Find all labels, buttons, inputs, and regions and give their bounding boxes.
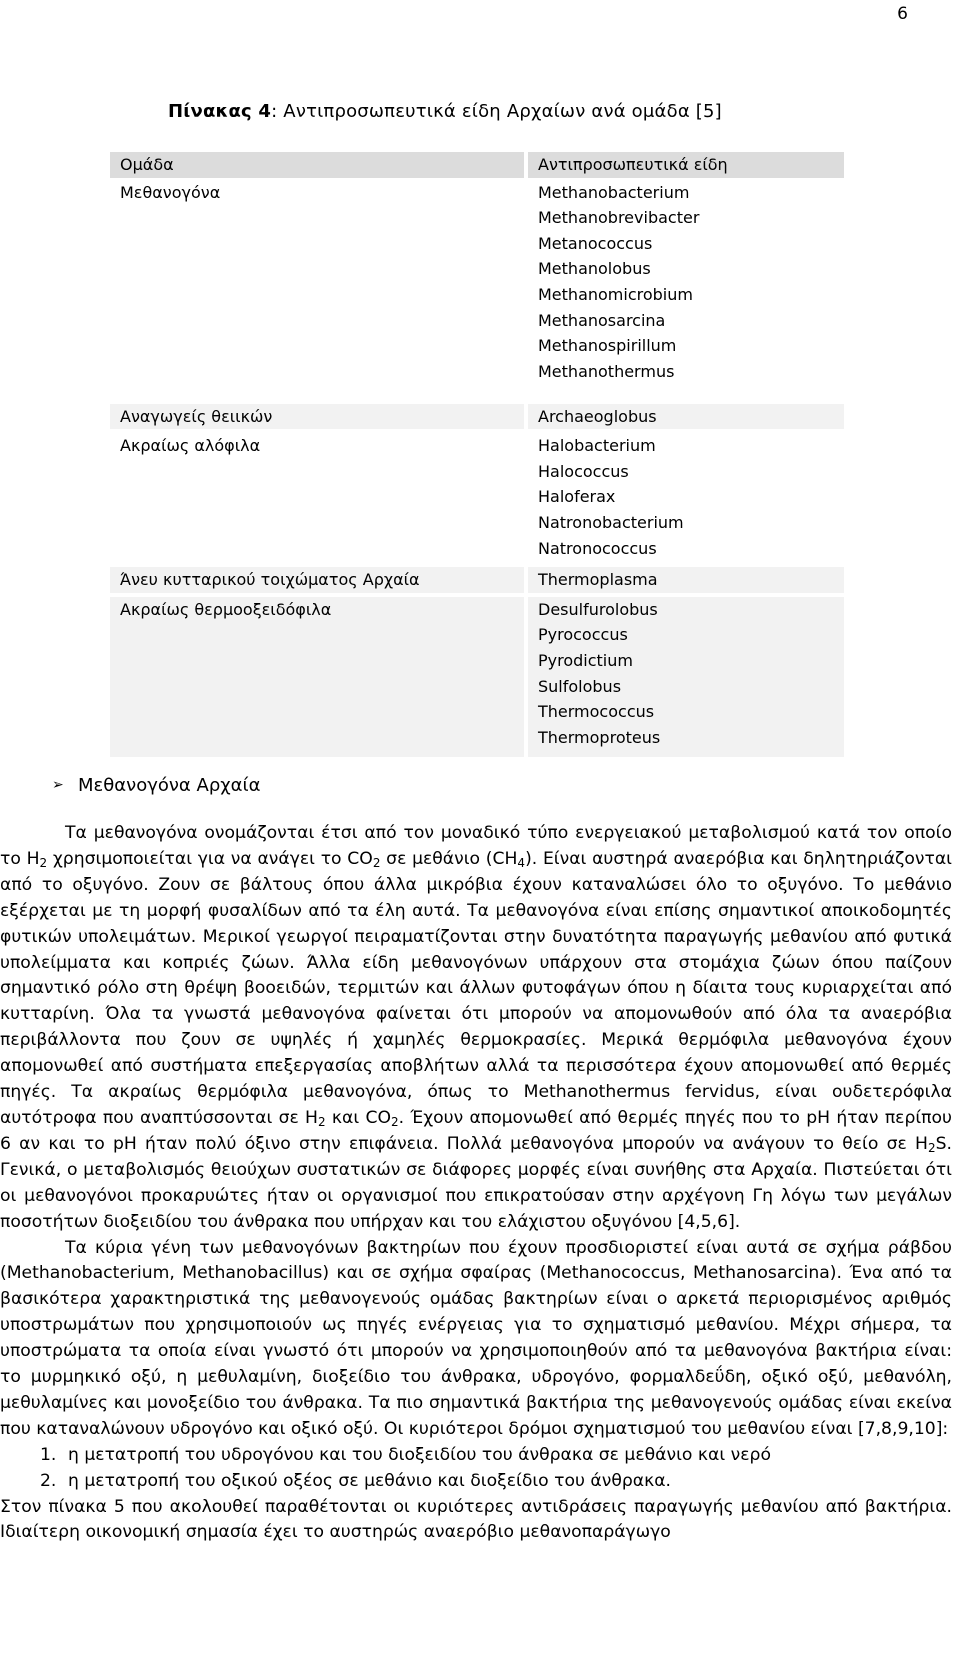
list-number: 2. <box>40 1470 57 1491</box>
species-cell <box>528 180 844 400</box>
text-run: σε μεθάνιο (CH <box>380 848 518 869</box>
species-item: Thermoproteus <box>538 727 661 747</box>
subscript: 4 <box>517 855 526 870</box>
caption-label: Πίνακας 4 <box>168 101 272 122</box>
table-row <box>110 433 844 563</box>
group-cell: Άνευ κυτταρικού τοιχώματος Αρχαία <box>110 567 524 593</box>
group-cell: Ακραίως αλόφιλα <box>110 433 524 563</box>
paragraph-2: Τα κύρια γένη των μεθανογόνων βακτηρίων που έχουν προσδιοριστεί είναι αυτά σε σχήμα ράβδου (Methanobacterium, Methanobacillus) και σε σχήμα σφαίρας (Methanococcus, Methanosarcina). Ένα από τα βασικότερα χαρακτηριστικά της μεθανογενούς ομάδας βακτηρίων είναι ο αρκετά περιορισμένος αριθμός υποστρωμάτων που χρησιμοποιούν ως πηγές ενέργειας για το σχηματισμό μεθανίου. Μέχρι σήμερα, τα υποστρώματα τα οποία είναι γνωστό ότι μπορούν να χρησιμοποιηθούν από τα μεθανογόνα βακτήρια είναι: το μυρμηκικό οξύ, η μεθυλαμίνη, διοξείδιο του άνθρακα, υδρογόνο, φορμαλδεΰδη, οξικό οξύ, μεθανόλη, μεθυλαμίνες και μονοξείδιο του άνθρακα. Τα πιο σημαντικά βακτήρια της μεθανογενούς ομάδας είναι εκείνα που καταναλώνουν υδρογόνο και οξικό οξύ. Οι κυριότεροι δρόμοι σχηματισμού του μεθανίου είναι [7,8,9,10]: <box>0 1237 952 1439</box>
list-item <box>0 1469 952 1495</box>
arrow-bullet-icon: ➢ <box>52 777 64 793</box>
text-run: Τα μεθανογόνα ονομάζονται έτσι από τον μοναδικό τύπο ενεργειακού μεταβολισμού κατά τον οποίο το H <box>0 823 952 869</box>
body-text <box>0 821 952 1546</box>
species-cell <box>528 404 844 430</box>
table-row <box>110 180 844 400</box>
page-number: 6 <box>897 4 908 24</box>
group-cell: Ακραίως θερμοοξειδόφιλα <box>110 597 524 757</box>
species-item: Pyrococcus <box>538 625 628 645</box>
species-item: Methanosarcina <box>538 310 666 330</box>
species-item: Methanolobus <box>538 259 651 279</box>
list-number: 1. <box>40 1444 57 1465</box>
list-item <box>0 1443 952 1469</box>
header-group: Ομάδα <box>110 152 524 178</box>
text-run: χρησιμοποιείται για να ανάγει το CO <box>47 848 373 869</box>
caption-text: : Αντιπροσωπευτικά είδη Αρχαίων ανά ομάδα [5] <box>271 101 722 122</box>
group-cell: Μεθανογόνα <box>110 180 524 400</box>
species-item: Metanococcus <box>538 233 653 253</box>
table-row <box>110 404 844 430</box>
paragraph-3: Στον πίνακα 5 που ακολουθεί παραθέτονται οι κυριότερες αντιδράσεις παραγωγής μεθανίου από βακτήρια. Ιδιαίτερη οικονομική σημασία έχει το αυστηρώς αναερόβιο μεθανοπαράγωγο <box>0 1496 952 1543</box>
species-cell <box>528 567 844 593</box>
text-run: και CO <box>325 1107 392 1128</box>
subscript: 2 <box>391 1114 399 1129</box>
section-heading-text: Μεθανογόνα Αρχαία <box>78 775 261 796</box>
table-caption <box>168 101 722 122</box>
species-item: Methanobacterium <box>538 182 690 202</box>
text-run: . Έχουν απομονωθεί από θερμές πηγές που το pH ήταν περίπου 6 αν και το pH ήταν πολύ όξινο στην επιφάνεια. Πολλά μεθανογόνα μπορούν να ανάγουν το θείο σε H <box>0 1107 952 1154</box>
species-item: Desulfurolobus <box>538 599 658 619</box>
species-cell <box>528 433 844 563</box>
text-run: S. Γενικά, ο μεταβολισμός θειούχων συστατικών σε διάφορες μορφές είναι συνήθης στα Αρχαία. Πιστεύεται ότι οι μεθανογόνοι προκαρυώτες ήταν οι οργανισμοί που επικρατούσαν στην αρχέγονη Γη λόγω των μεγάλων ποσοτήτων διοξειδίου του άνθρακα που υπήρχαν και του ελάχιστου οξυγόνου [4,5,6]. <box>0 1133 952 1232</box>
group-cell: Αναγωγείς θειικών <box>110 404 524 430</box>
species-item: Halococcus <box>538 461 629 481</box>
list-text: η μετατροπή του υδρογόνου και του διοξειδίου του άνθρακα σε μεθάνιο και νερό <box>68 1444 771 1465</box>
subscript: 2 <box>317 1114 326 1129</box>
species-item: Natronococcus <box>538 538 657 558</box>
species-item: Haloferax <box>538 487 616 507</box>
species-item: Methanomicrobium <box>538 284 693 304</box>
species-item: Thermoplasma <box>538 570 658 590</box>
text-run: ). Είναι αυστηρά αναερόβια και δηλητηριάζονται από το οξυγόνο. Ζουν σε βάλτους όπου άλλα μικρόβια έχουν καταναλώσει όλο το οξυγόνο. Το μεθάνιο εξέρχεται με τη μορφή φυσαλίδων από τα έλη αυτά. Τα μεθανογόνα είναι επίσης σημαντικοί αποικοδομητές φυτικών υπολειμάτων. Μερικοί γεωργοί πειραματίζονται στην δυνατότητα παραγωγής μεθανίου από φυτικά υπολείμματα και κοπριές ζώων. Άλλα είδη μεθανογόνων υπάρχουν στα στομάχια ζώων όπου παίζουν σημαντικό ρόλο στη θρέψη βοοειδών, τερμιτών και άλλων φυτοφάγων όπου η δίαιτα τους κυριαρχείται από κυτταρίνη. Όλα τα γνωστά μεθανογόνα φαίνεται ότι μπορούν να απομονωθούν από όλα τα αναερόβια περιβάλλοντα που ζουν σε υψηλές ή χαμηλές θερμοκρασίες. Μερικά θερμόφιλα μεθανογόνα έχουν απομονωθεί από συστήματα επεξεργασίας αποβλήτων αλλά τα περισσότερα έχουν απομονωθεί από θερμές πηγές. Τα ακραίως θερμόφιλα μεθανογόνα, όπως το Methanothermus fervidus, είναι ουδετερόφιλα αυτότροφα που αναπτύσσονται σε H <box>0 848 952 1128</box>
subscript: 2 <box>39 855 48 870</box>
table-row <box>110 567 844 593</box>
list-text: η μετατροπή του οξικού οξέος σε μεθάνιο και διοξείδιο του άνθρακα. <box>68 1470 672 1491</box>
species-item: Halobacterium <box>538 436 656 456</box>
header-species: Αντιπροσωπευτικά είδη <box>528 152 844 178</box>
subscript: 2 <box>372 855 381 870</box>
species-item: Thermococcus <box>538 702 655 722</box>
species-item: Natronobacterium <box>538 512 684 532</box>
archaea-table <box>110 152 844 757</box>
species-cell <box>528 597 844 757</box>
table-header-row <box>110 152 844 178</box>
species-item: Sulfolobus <box>538 676 622 696</box>
species-item: Methanothermus <box>538 361 675 381</box>
table-row <box>110 597 844 757</box>
species-item: Methanobrevibacter <box>538 208 700 228</box>
species-item: Methanospirillum <box>538 336 677 356</box>
species-item: Archaeoglobus <box>538 406 657 426</box>
subscript: 2 <box>927 1140 936 1155</box>
species-item: Pyrodictium <box>538 650 633 670</box>
paragraph-1 <box>0 821 952 1236</box>
section-heading <box>52 775 260 796</box>
